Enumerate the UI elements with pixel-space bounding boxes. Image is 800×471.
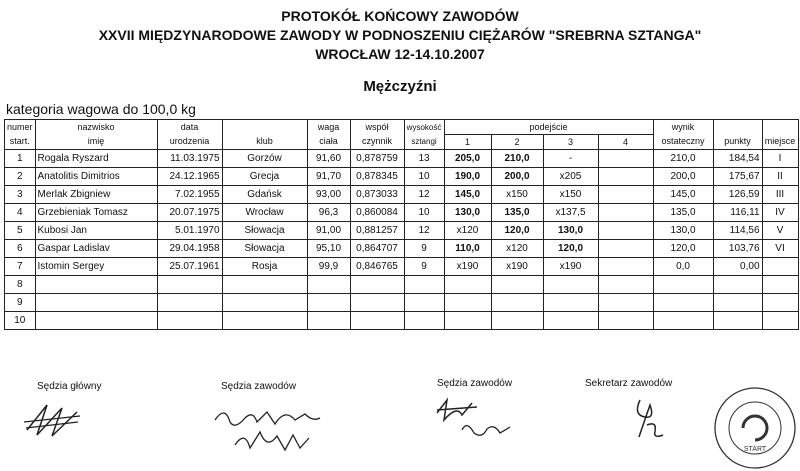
cell-bar: 9 — [404, 258, 444, 276]
cell-a3: x190 — [543, 258, 598, 276]
col-data: data — [157, 120, 222, 135]
cell-name: Rogala Ryszard — [35, 150, 157, 168]
col-sztangi: sztangi — [404, 135, 444, 150]
cell-coef: 0,860084 — [350, 204, 404, 222]
cell-points — [713, 294, 762, 312]
judge-label-2: Sędzia zawodów — [437, 378, 513, 389]
cell-bw — [307, 276, 350, 294]
cell-nr: 4 — [5, 204, 36, 222]
cell-a4 — [598, 204, 653, 222]
cell-a4 — [598, 312, 653, 330]
cell-a1: x120 — [444, 222, 491, 240]
col-podejscie: podejście — [444, 120, 653, 135]
cell-coef: 0,846765 — [350, 258, 404, 276]
col-attempt-4: 4 — [598, 135, 653, 150]
club-stamp — [712, 385, 798, 471]
cell-dob — [157, 276, 222, 294]
cell-a4 — [598, 150, 653, 168]
cell-name: Merlak Zbigniew — [35, 186, 157, 204]
cell-name: Kubosi Jan — [35, 222, 157, 240]
cell-result: 145,0 — [653, 186, 713, 204]
cell-a2 — [491, 276, 543, 294]
cell-a2: x190 — [491, 258, 543, 276]
cell-dob — [157, 312, 222, 330]
cell-coef — [350, 276, 404, 294]
cell-club: Wrocław — [222, 204, 307, 222]
cell-points: 103,76 — [713, 240, 762, 258]
cell-coef — [350, 294, 404, 312]
cell-a1: 190,0 — [444, 168, 491, 186]
cell-a4 — [598, 168, 653, 186]
cell-bw: 91,70 — [307, 168, 350, 186]
cell-result: 210,0 — [653, 150, 713, 168]
cell-bw: 93,00 — [307, 186, 350, 204]
cell-bw — [307, 294, 350, 312]
cell-coef: 0,881257 — [350, 222, 404, 240]
cell-a4 — [598, 294, 653, 312]
results-rows — [5, 150, 799, 330]
cell-coef: 0,878345 — [350, 168, 404, 186]
cell-bar — [404, 312, 444, 330]
cell-a2 — [491, 312, 543, 330]
cell-bw: 91,00 — [307, 222, 350, 240]
cell-bw: 96,3 — [307, 204, 350, 222]
cell-nr: 9 — [5, 294, 36, 312]
results-table — [4, 119, 799, 330]
col-nazwisko: nazwisko — [35, 120, 157, 135]
cell-a2: x150 — [491, 186, 543, 204]
col-numer: numer — [5, 120, 36, 135]
cell-a2: 135,0 — [491, 204, 543, 222]
table-row — [5, 168, 799, 186]
cell-a3: 130,0 — [543, 222, 598, 240]
cell-bw: 99,9 — [307, 258, 350, 276]
cell-place — [762, 312, 798, 330]
cell-nr: 3 — [5, 186, 36, 204]
event-title: XXVII MIĘDZYNARODOWE ZAWODY W PODNOSZENIU CIĘŻARÓW "SREBRNA SZTANGA" — [98, 27, 702, 43]
table-row — [5, 150, 799, 168]
cell-a4 — [598, 258, 653, 276]
cell-name: Istomin Sergey — [35, 258, 157, 276]
cell-name: Grzebieniak Tomasz — [35, 204, 157, 222]
secretary-label: Sekretarz zawodów — [585, 378, 673, 389]
cell-result — [653, 294, 713, 312]
chief-judge-signature — [22, 400, 82, 440]
col-attempt-2: 2 — [491, 135, 543, 150]
cell-a3 — [543, 312, 598, 330]
cell-a2: 210,0 — [491, 150, 543, 168]
col-waga: waga — [307, 120, 350, 135]
cell-club: Słowacja — [222, 222, 307, 240]
cell-dob: 25.07.1961 — [157, 258, 222, 276]
cell-club: Rosja — [222, 258, 307, 276]
col-wspol: współ — [350, 120, 404, 135]
cell-points — [713, 276, 762, 294]
cell-bw: 91,60 — [307, 150, 350, 168]
cell-nr: 8 — [5, 276, 36, 294]
cell-bar: 9 — [404, 240, 444, 258]
col-wynik: wynik — [653, 120, 713, 135]
cell-nr: 7 — [5, 258, 36, 276]
cell-club: Grecja — [222, 168, 307, 186]
cell-place: VI — [762, 240, 798, 258]
col-czynnik: czynnik — [350, 135, 404, 150]
cell-result: 120,0 — [653, 240, 713, 258]
cell-nr: 2 — [5, 168, 36, 186]
table-row — [5, 240, 799, 258]
cell-a3: x205 — [543, 168, 598, 186]
cell-place — [762, 294, 798, 312]
cell-bw: 95,10 — [307, 240, 350, 258]
cell-points: 175,67 — [713, 168, 762, 186]
cell-a2: x120 — [491, 240, 543, 258]
col-wysokosc: wysokość — [404, 120, 444, 135]
cell-bar: 12 — [404, 186, 444, 204]
cell-a3: x137,5 — [543, 204, 598, 222]
cell-dob: 5.01.1970 — [157, 222, 222, 240]
cell-club: Gdańsk — [222, 186, 307, 204]
col-klub-top — [222, 120, 307, 135]
cell-club — [222, 276, 307, 294]
cell-a4 — [598, 186, 653, 204]
cell-result — [653, 312, 713, 330]
cell-bar — [404, 294, 444, 312]
cell-bar — [404, 276, 444, 294]
cell-place: IV — [762, 204, 798, 222]
judge-signature-1 — [205, 400, 325, 460]
cell-dob — [157, 294, 222, 312]
cell-result: 135,0 — [653, 204, 713, 222]
cell-bw — [307, 312, 350, 330]
cell-a4 — [598, 276, 653, 294]
cell-coef: 0,864707 — [350, 240, 404, 258]
cell-a3 — [543, 276, 598, 294]
cell-points: 116,11 — [713, 204, 762, 222]
cell-points — [713, 312, 762, 330]
cell-coef — [350, 312, 404, 330]
cell-a2 — [491, 294, 543, 312]
cell-points: 184,54 — [713, 150, 762, 168]
cell-place: III — [762, 186, 798, 204]
cell-coef: 0,878759 — [350, 150, 404, 168]
cell-club: Słowacja — [222, 240, 307, 258]
col-miejsce: miejsce — [762, 135, 798, 150]
cell-a4 — [598, 240, 653, 258]
cell-nr: 5 — [5, 222, 36, 240]
cell-bar: 10 — [404, 168, 444, 186]
cell-nr: 1 — [5, 150, 36, 168]
cell-a1 — [444, 276, 491, 294]
cell-dob: 7.02.1955 — [157, 186, 222, 204]
col-start: start. — [5, 135, 36, 150]
table-row — [5, 276, 799, 294]
cell-bar: 13 — [404, 150, 444, 168]
cell-bar: 10 — [404, 204, 444, 222]
cell-club: Gorzów — [222, 150, 307, 168]
cell-points: 126,59 — [713, 186, 762, 204]
cell-a1: 110,0 — [444, 240, 491, 258]
header-row-bottom — [5, 135, 799, 150]
cell-a3 — [543, 294, 598, 312]
weight-category: kategoria wagowa do 100,0 kg — [6, 101, 196, 117]
cell-place: I — [762, 150, 798, 168]
cell-a1: 130,0 — [444, 204, 491, 222]
cell-coef: 0,873033 — [350, 186, 404, 204]
cell-club — [222, 312, 307, 330]
table-row — [5, 294, 799, 312]
event-location-date: WROCŁAW 12-14.10.2007 — [315, 46, 485, 62]
cell-a3: - — [543, 150, 598, 168]
col-urodzenia: urodzenia — [157, 135, 222, 150]
cell-name: Gaspar Ladislav — [35, 240, 157, 258]
header-row-top — [5, 120, 799, 135]
cell-name — [35, 276, 157, 294]
table-row — [5, 312, 799, 330]
cell-result: 0,0 — [653, 258, 713, 276]
cell-nr: 6 — [5, 240, 36, 258]
judge-signature-2 — [432, 395, 522, 445]
col-miejsce-top — [762, 120, 798, 135]
cell-points: 0,00 — [713, 258, 762, 276]
col-punkty-top — [713, 120, 762, 135]
cell-result: 200,0 — [653, 168, 713, 186]
col-imie: imię — [35, 135, 157, 150]
cell-points: 114,56 — [713, 222, 762, 240]
cell-nr: 10 — [5, 312, 36, 330]
cell-bar: 12 — [404, 222, 444, 240]
cell-dob: 24.12.1965 — [157, 168, 222, 186]
col-ostateczny: ostateczny — [653, 135, 713, 150]
cell-a3: 120,0 — [543, 240, 598, 258]
cell-a1: x190 — [444, 258, 491, 276]
col-ciala: ciała — [307, 135, 350, 150]
cell-name: Anatolitis Dimitrios — [35, 168, 157, 186]
table-row — [5, 258, 799, 276]
cell-a1 — [444, 294, 491, 312]
cell-result — [653, 276, 713, 294]
cell-a2: 120,0 — [491, 222, 543, 240]
cell-dob: 11.03.1975 — [157, 150, 222, 168]
cell-a2: 200,0 — [491, 168, 543, 186]
cell-name — [35, 294, 157, 312]
cell-place: II — [762, 168, 798, 186]
col-attempt-1: 1 — [444, 135, 491, 150]
table-row — [5, 186, 799, 204]
gender-heading: Mężczyźni — [363, 78, 437, 95]
cell-name — [35, 312, 157, 330]
cell-club — [222, 294, 307, 312]
chief-judge-label: Sędzia główny — [37, 381, 102, 392]
col-attempt-3: 3 — [543, 135, 598, 150]
judge-label-1: Sędzia zawodów — [221, 381, 297, 392]
cell-a1: 205,0 — [444, 150, 491, 168]
secretary-signature — [625, 395, 675, 445]
cell-a3: x150 — [543, 186, 598, 204]
cell-a1: 145,0 — [444, 186, 491, 204]
table-row — [5, 204, 799, 222]
cell-dob: 29.04.1958 — [157, 240, 222, 258]
protocol-title: PROTOKÓŁ KOŃCOWY ZAWODÓW — [281, 8, 519, 24]
table-row — [5, 222, 799, 240]
col-punkty: punkty — [713, 135, 762, 150]
cell-a4 — [598, 222, 653, 240]
cell-a1 — [444, 312, 491, 330]
cell-result: 130,0 — [653, 222, 713, 240]
cell-place — [762, 276, 798, 294]
cell-place — [762, 258, 798, 276]
stamp-label: START — [743, 446, 767, 453]
cell-place: V — [762, 222, 798, 240]
cell-dob: 20.07.1975 — [157, 204, 222, 222]
col-klub: klub — [222, 135, 307, 150]
